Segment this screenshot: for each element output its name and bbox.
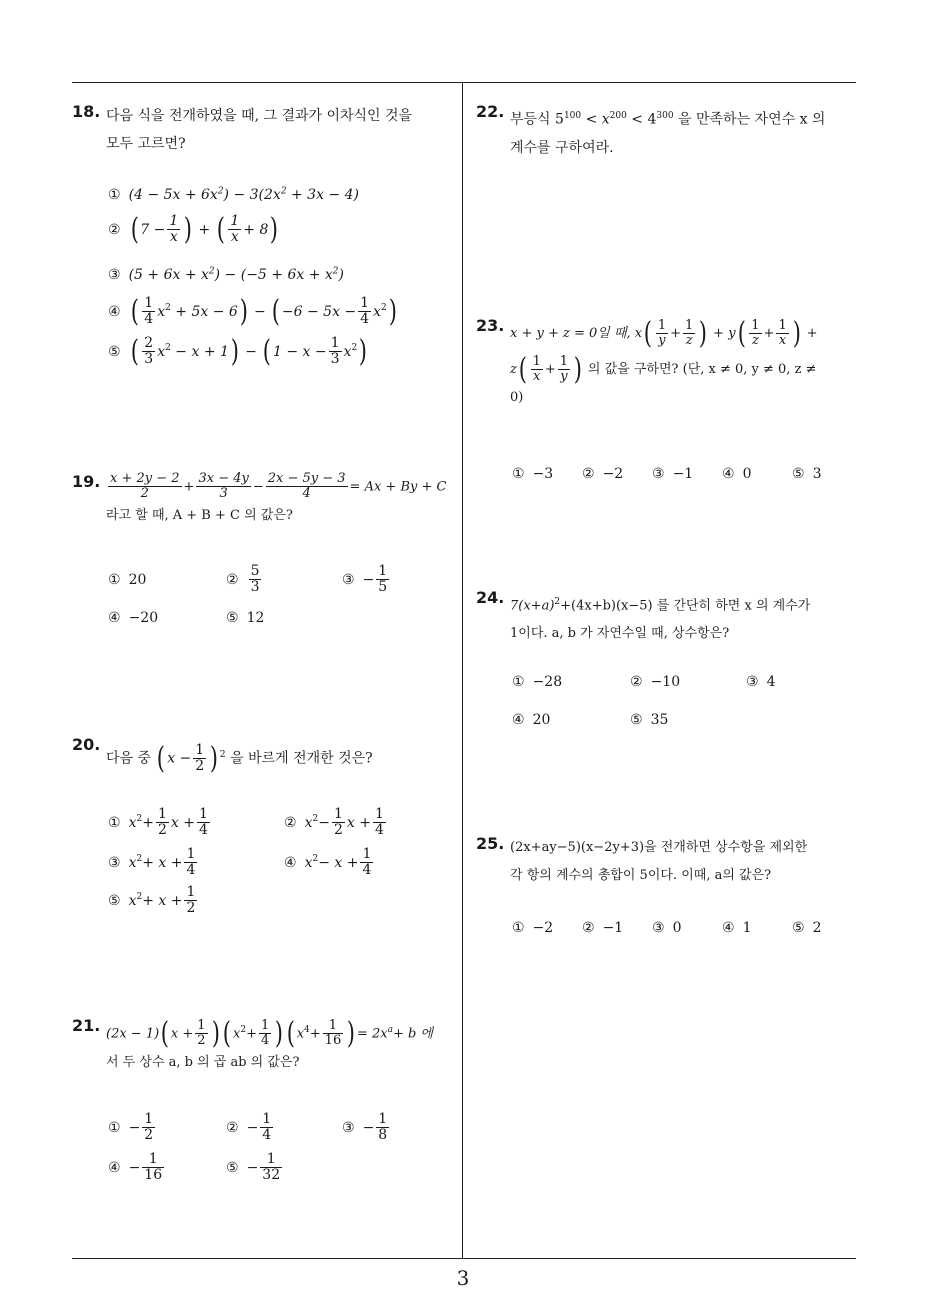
question-stem: x + y + z = 0일 때, x( $\frac{1}{y}$ + $\frac{1}{z}$ ) + y( $\frac{1}{z}$ + $\frac{1}{x}$ ) + z( $\frac{1}{x}$ + $\frac{1}{y}$ ) 의 값을 구하면? (단, x ≠ 0, y ≠ 0, z ≠ 0): [510, 315, 818, 405]
choice-3[interactable]: ③ −1: [652, 466, 694, 482]
question-19: [72, 471, 456, 626]
choice-2[interactable]: ② −2: [582, 466, 624, 482]
choice-5[interactable]: ⑤ 12: [226, 610, 265, 626]
question-22: [476, 102, 860, 162]
choice-3[interactable]: ③ 4: [746, 674, 776, 690]
bottom-rule: [72, 1258, 856, 1259]
column-divider: [462, 82, 463, 1258]
choice-3[interactable]: ③ $x^2+ x$ + $\frac{1}{4}$: [108, 846, 196, 879]
choice-2[interactable]: ② − $\frac{1}{4}$: [226, 1111, 272, 1144]
choice-4[interactable]: ④ ( $\frac{1}{4}$ $x^2 + 5x - 6$) − ( −6 − 5x − $\frac{1}{4}$ $x^2$): [108, 293, 397, 329]
choice-2[interactable]: ② −10: [630, 674, 681, 690]
choice-4[interactable]: ④ 20: [512, 712, 551, 728]
choice-2[interactable]: ② −1: [582, 920, 624, 936]
question-stem: 다음 중 ( x − $\frac{1}{2}$ ) $^2$ 을 바르게 전개한 것은?: [106, 740, 373, 776]
choice-1[interactable]: ① − $\frac{1}{2}$: [108, 1111, 154, 1144]
choice-4[interactable]: ④ − $\frac{1}{16}$: [108, 1151, 163, 1184]
question-number: 25.: [476, 834, 505, 853]
choice-4[interactable]: ④ 1: [722, 920, 752, 936]
choice-3[interactable]: ③ 0: [652, 920, 682, 936]
question-number: 19.: [72, 472, 101, 491]
choice-5[interactable]: ⑤ 35: [630, 712, 669, 728]
choice-5[interactable]: ⑤ 2: [792, 920, 822, 936]
question-stem: (2x − 1)( x + $\frac{1}{2}$ ) ( $x^2+$ $\frac{1}{4}$ ) ( $x^4+$ $\frac{1}{16}$ ) = $2x^a+ b$ 에 서 두 상수 a, b 의 곱 ab 의 값은?: [106, 1015, 433, 1070]
question-20: [72, 735, 456, 917]
choice-5[interactable]: ⑤ ( $\frac{2}{3}$ $x^2 - x + 1$) − ( 1 − x − $\frac{1}{3}$ $x^2$): [108, 333, 368, 369]
choice-5[interactable]: ⑤ − $\frac{1}{32}$: [226, 1151, 281, 1184]
question-number: 23.: [476, 316, 505, 335]
question-stem: (2x+ay−5)(x−2y+3)을 전개하면 상수항을 제외한 각 항의 계수의 총합이 5이다. 이때, a의 값은?: [510, 840, 808, 883]
choice-4[interactable]: ④ −20: [108, 610, 159, 626]
choice-2[interactable]: ② $x^2-$ $\frac{1}{2}$ x + $\frac{1}{4}$: [284, 806, 384, 839]
question-21: [72, 1015, 456, 1184]
question-number: 21.: [72, 1016, 101, 1035]
question-24: [476, 588, 860, 728]
choice-2[interactable]: ② ( 7 − $\frac{1}{x}$ ) + ( $\frac{1}{x}$ + 8): [108, 211, 279, 247]
question-number: 18.: [72, 102, 101, 121]
choice-1[interactable]: ① $(4 - 5x + 6x^2) - 3(2x^2 + 3x - 4)$: [108, 186, 359, 203]
choice-1[interactable]: ① −2: [512, 920, 554, 936]
choice-1[interactable]: ① 20: [108, 572, 147, 588]
choice-5[interactable]: ⑤ 3: [792, 466, 822, 482]
choice-3[interactable]: ③ − $\frac{1}{5}$: [342, 563, 388, 596]
choice-1[interactable]: ① −3: [512, 466, 554, 482]
choice-5[interactable]: ⑤ $x^2+ x$ + $\frac{1}{2}$: [108, 884, 196, 917]
question-number: 24.: [476, 588, 505, 607]
question-number: 20.: [72, 735, 101, 754]
top-rule: [72, 82, 856, 83]
choice-4[interactable]: ④ 0: [722, 466, 752, 482]
question-stem: 다음 식을 전개하였을 때, 그 결과가 이차식인 것을 모두 고르면?: [106, 108, 413, 152]
choice-1[interactable]: ① −28: [512, 674, 563, 690]
choice-2[interactable]: ② $\frac{5}{3}$: [226, 563, 260, 596]
page-number: 3: [456, 1266, 470, 1290]
question-25: [476, 834, 860, 936]
choice-3[interactable]: ③ $(5 + 6x + x^2) - (-5 + 6x + x^2)$: [108, 266, 344, 283]
question-stem: 부등식 $5^{100} < x^{200} < 4^{300}$ 을 만족하는 자연수 x 의 계수를 구하여라.: [510, 111, 826, 156]
question-stem: $7(x+a)^2+(4x+b)(x-5)$ 를 간단히 하면 x 의 계수가 1이다. a, b 가 자연수일 때, 상수항은?: [510, 597, 811, 642]
question-number: 22.: [476, 102, 505, 121]
question-stem: $\frac{x + 2y - 2}{2}$ + $\frac{3x - 4y}{3}$ − $\frac{2x - 5y - 3}{4}$ = Ax + By + C 라고 할 때, A + B + C 의 값은?: [106, 471, 447, 523]
question-23: [476, 315, 860, 482]
choice-1[interactable]: ① $x^2+$ $\frac{1}{2}$ x + $\frac{1}{4}$: [108, 806, 208, 839]
choice-4[interactable]: ④ $x^2- x$ + $\frac{1}{4}$: [284, 846, 372, 879]
choice-3[interactable]: ③ − $\frac{1}{8}$: [342, 1111, 388, 1144]
question-18: [72, 102, 456, 369]
